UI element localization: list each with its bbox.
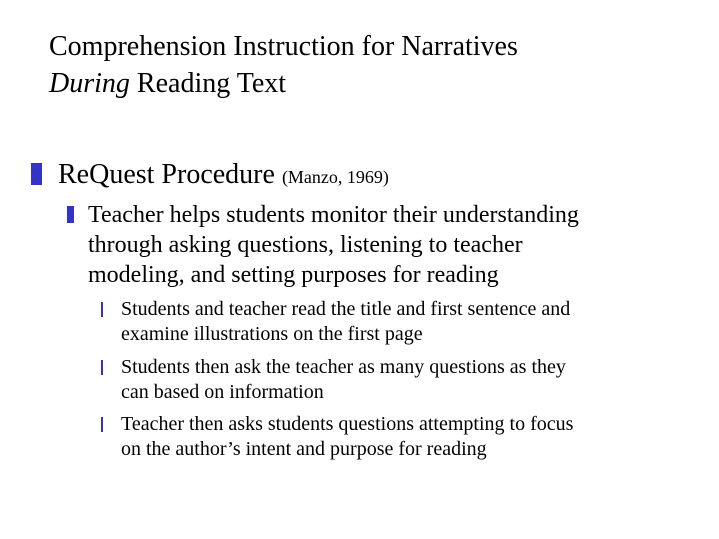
slide-title-line-2-rest: Reading Text — [129, 68, 287, 99]
slide-title-italic-word: During — [49, 68, 130, 99]
bullet-heading: ReQuest Procedure — [58, 159, 282, 190]
sub-bullet-line: on the author’s intent and purpose for reading — [121, 438, 487, 460]
sub-bullet-text — [121, 297, 701, 347]
bullet-level-2-line: through asking questions, listening to teacher — [88, 232, 523, 258]
thin-bar-bullet-icon — [101, 417, 103, 432]
thin-bar-bullet-icon — [101, 360, 103, 375]
slide-title-line-1: Comprehension Instruction for Narratives — [49, 31, 518, 62]
slide-title — [49, 28, 689, 102]
bullet-level-1-text — [58, 158, 389, 194]
bullet-level-2-line: Teacher helps students monitor their understanding — [88, 202, 579, 228]
bullet-citation: (Manzo, 1969) — [281, 167, 389, 187]
sub-bullet-line: Students and teacher read the title and first sentence and — [121, 298, 571, 320]
sub-bullet-text — [121, 412, 701, 462]
slide-title-line-2 — [49, 65, 689, 102]
bar-bullet-icon — [67, 206, 74, 223]
bullet-level-2-text — [88, 200, 688, 290]
sub-bullet-line: examine illustrations on the first page — [121, 323, 423, 345]
thin-bar-bullet-icon — [101, 302, 103, 317]
sub-bullet-line: can based on information — [121, 381, 324, 403]
sub-bullet-line: Teacher then asks students questions attempting to focus — [121, 413, 574, 435]
sub-bullet-line: Students then ask the teacher as many questions as they — [121, 356, 566, 378]
sub-bullet-text — [121, 355, 701, 405]
bullet-level-2-line: modeling, and setting purposes for reading — [88, 262, 499, 288]
square-bullet-icon — [31, 163, 42, 185]
